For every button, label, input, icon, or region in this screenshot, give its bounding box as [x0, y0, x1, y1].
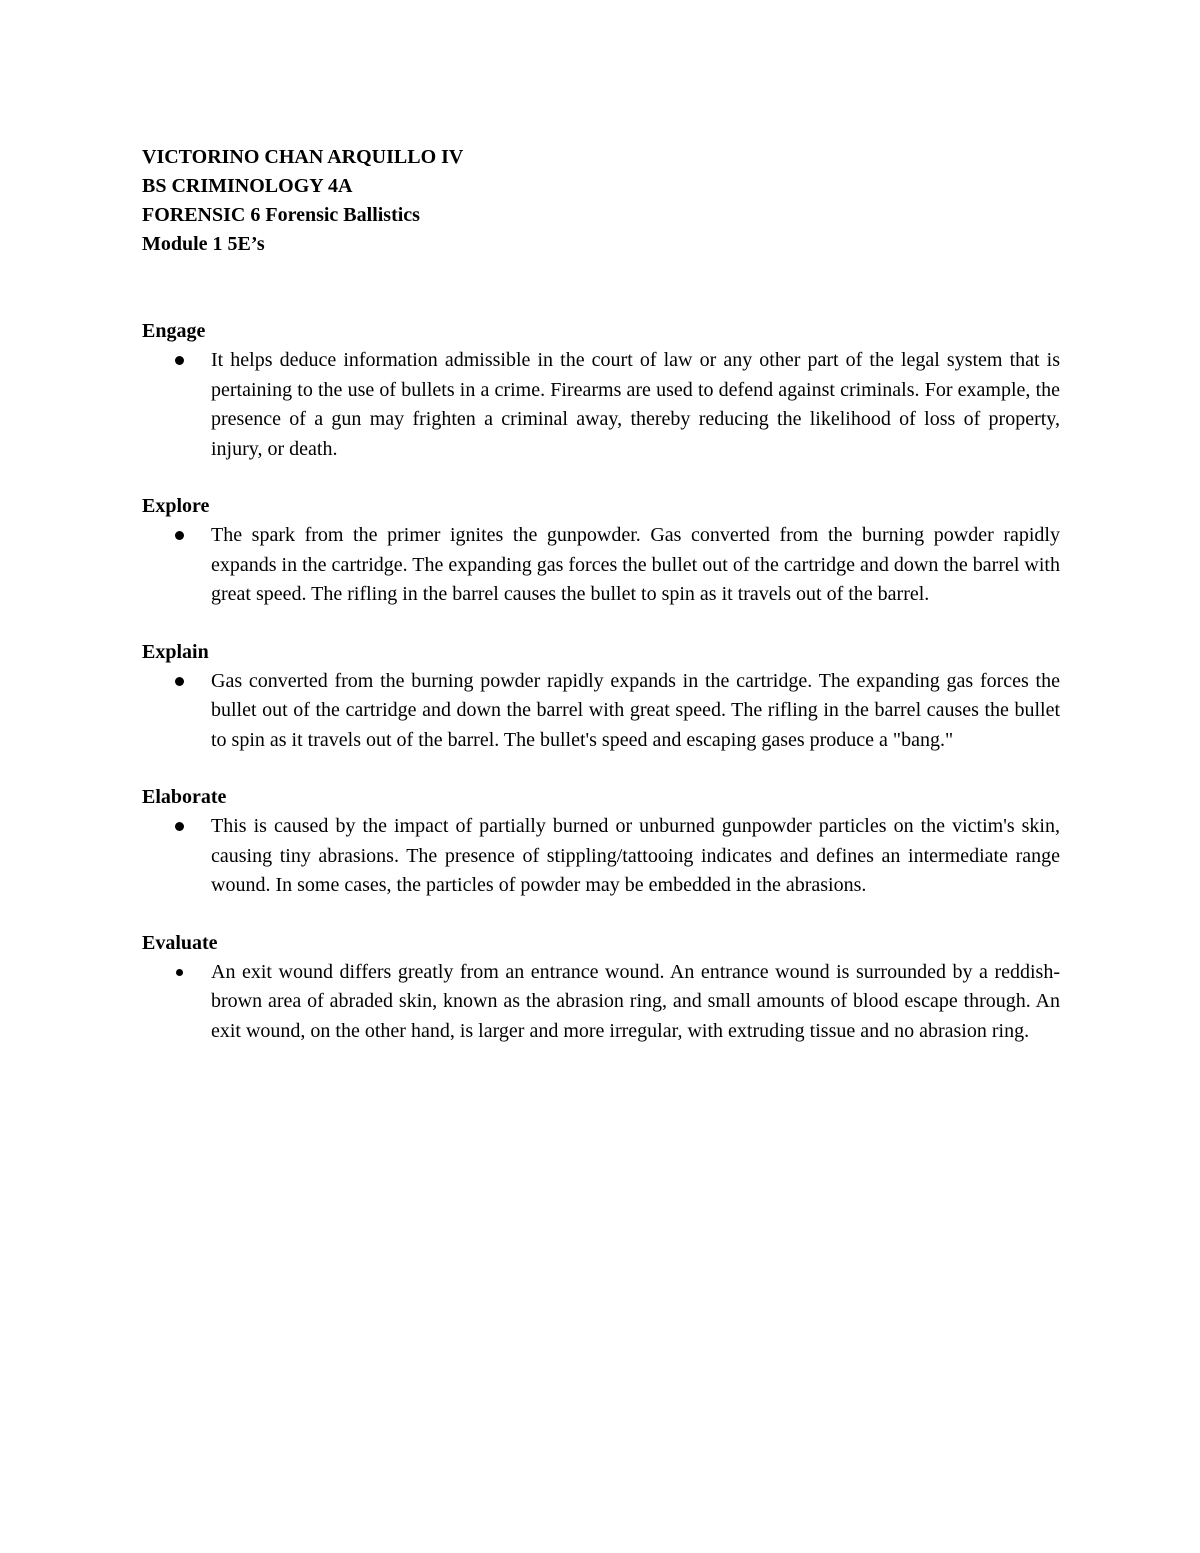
section-heading: Elaborate — [142, 786, 227, 808]
module-title: Module 1 5E’s — [142, 233, 265, 255]
section-elaborate — [142, 783, 1060, 901]
list-item — [142, 667, 1060, 756]
bullet-text: Gas converted from the burning powder rapidly expands in the cartridge. The expanding gas forces the bullet out of the cartridge and down the barrel with great speed. The rifling in the barrel causes the bullet to spin as it travels out of the barrel. The bullet's speed and escaping gases produce a "bang." — [211, 669, 1060, 751]
list-item — [142, 521, 1060, 610]
course-section: BS CRIMINOLOGY 4A — [142, 175, 353, 197]
bullet-icon — [175, 822, 184, 831]
bullet-text: An exit wound differs greatly from an entrance wound. An entrance wound is surrounded by a reddish-brown area of abraded skin, known as the abrasion ring, and small amounts of blood escape through. An exit wound, on the other hand, is larger and more irregular, with extruding tissue and no abrasion ring. — [211, 960, 1060, 1042]
section-heading: Evaluate — [142, 931, 218, 954]
section-evaluate — [142, 929, 1060, 1047]
bullet-icon — [175, 531, 184, 540]
section-explain — [142, 638, 1060, 756]
bullet-text: It helps deduce information admissible in the court of law or any other part of the legal system that is pertaining to the use of bullets in a crime. Firearms are used to defend against criminals. For example, the presence of a gun may frighten a criminal away, thereby reducing the likelihood of loss of property, injury, or death. — [211, 349, 1060, 460]
bullet-icon — [175, 677, 184, 686]
section-heading: Engage — [142, 320, 206, 342]
header-block — [142, 143, 1060, 259]
section-explore — [142, 492, 1060, 610]
list-item — [142, 812, 1060, 901]
list-item — [142, 346, 1060, 464]
section-heading: Explore — [142, 495, 210, 517]
section-engage — [142, 317, 1060, 464]
bullet-icon — [176, 969, 183, 976]
bullet-icon — [175, 356, 184, 365]
list-item — [142, 958, 1060, 1047]
subject-title: FORENSIC 6 Forensic Ballistics — [142, 204, 420, 226]
section-heading: Explain — [142, 640, 209, 663]
document-page — [142, 143, 1060, 1074]
student-name: VICTORINO CHAN ARQUILLO IV — [142, 146, 464, 168]
bullet-text: This is caused by the impact of partially burned or unburned gunpowder particles on the victim's skin, causing tiny abrasions. The presence of stippling/tattooing indicates and defines an intermediate range wound. In some cases, the particles of powder may be embedded in the abrasions. — [211, 815, 1060, 896]
bullet-text: The spark from the primer ignites the gunpowder. Gas converted from the burning powder rapidly expands in the cartridge. The expanding gas forces the bullet out of the cartridge and down the barrel with great speed. The rifling in the barrel causes the bullet to spin as it travels out of the barrel. — [211, 524, 1060, 605]
